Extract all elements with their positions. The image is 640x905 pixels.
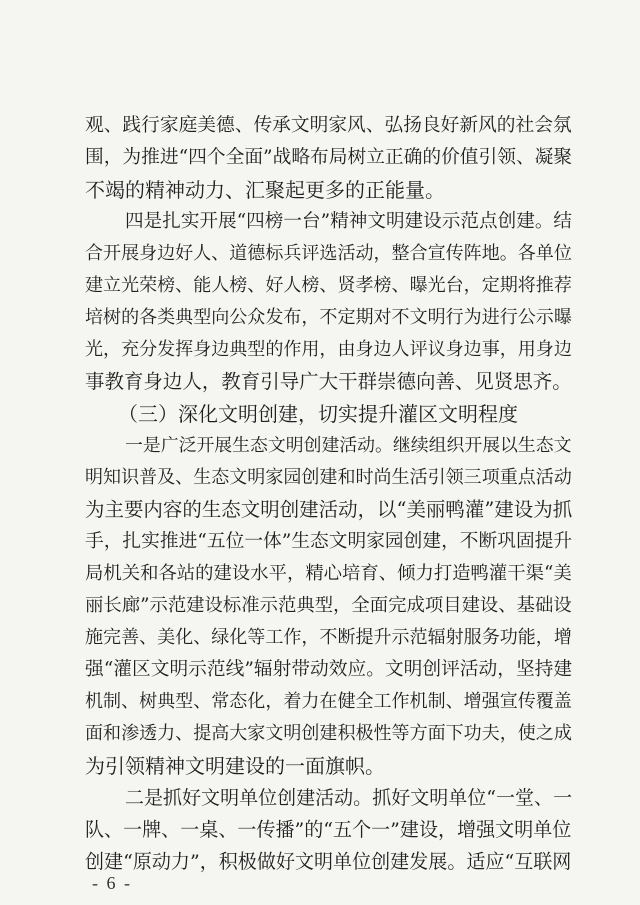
text-line: 观、践行家庭美德、传承文明家风、弘扬良好新风的社会氛 <box>85 115 572 136</box>
text-line: 机制、树典型、常态化，着力在健全工作机制、增强宣传覆盖 <box>85 691 572 712</box>
text-line: 建立光荣榜、能人榜、好人榜、贤孝榜、曝光台，定期将推荐 <box>85 275 572 296</box>
text-line: 队、一牌、一桌、一传播”的“五个一”建设，增强文明单位 <box>85 819 572 841</box>
text-line: 明知识普及、生态文明家园创建和时尚生活引领三项重点活动 <box>85 467 572 488</box>
text-line: 为引领精神文明建设的一面旗帜。 <box>85 754 385 778</box>
page-number: - 6 - <box>92 873 132 893</box>
text-line: 一是广泛开展生态文明创建活动。继续组织开展以生态文 <box>125 435 572 456</box>
text-line: 光，充分发挥身边典型的作用，由身边人评议身边事，用身边 <box>85 339 572 360</box>
text-line: 创建“原动力”，积极做好文明单位创建发展。适应“互联网 <box>85 851 572 873</box>
text-line: 合开展身边好人、道德标兵评选活动，整合宣传阵地。各单位 <box>85 243 572 264</box>
text-line: 事教育身边人，教育引导广大干群崇德向善、见贤思齐。 <box>85 370 572 393</box>
text-line: 二是抓好文明单位创建活动。抓好文明单位“一堂、一 <box>125 787 573 809</box>
text-line: 局机关和各站的建设水平，精心培育、倾力打造鸭灌干渠“美 <box>85 563 572 584</box>
text-line: 围，为推进“四个全面”战略布局树立正确的价值引领、凝聚 <box>85 147 573 168</box>
text-line: 四是扎实开展“四榜一台”精神文明建设示范点创建。结 <box>125 211 573 232</box>
text-line: 培树的各类典型向公众发布，不定期对不文明行为进行公示曝 <box>85 307 572 328</box>
text-line: 为主要内容的生态文明创建活动，以“美丽鸭灌”建设为抓 <box>85 498 573 521</box>
text-line: 丽长廊”示范建设标准示范典型，全面完成项目建设、基础设 <box>85 595 572 616</box>
text-line: 强“灌区文明示范线”辐射带动效应。文明创评活动，坚持建 <box>85 659 573 680</box>
text-line: 面和渗透力、提高大家文明创建积极性等方面下功夫，使之成 <box>85 723 572 744</box>
text-line: 不竭的精神动力、汇聚起更多的正能量。 <box>85 178 445 202</box>
section-heading: （三）深化文明创建，切实提升灌区文明程度 <box>118 402 518 426</box>
text-line: 施完善、美化、绿化等工作，不断提升示范辐射服务功能，增 <box>85 627 572 648</box>
text-line: 手，扎实推进“五位一体”生态文明家园创建，不断巩固提升 <box>85 531 573 552</box>
